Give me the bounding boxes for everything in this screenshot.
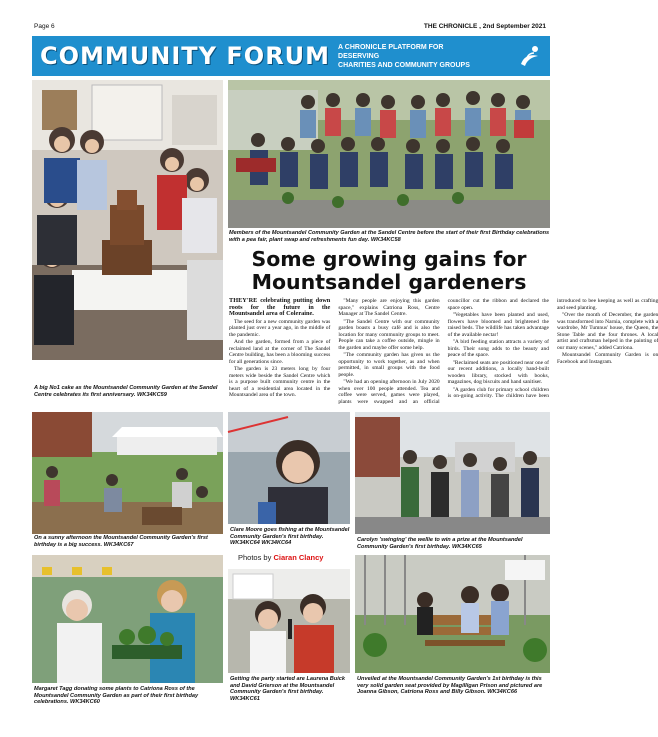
caption-margaret: Margaret Tagg donating some plants to Catriona Ross of the Mountsandel Community Garden as part of their first birthday celebrations. WK34KC60 [34,686,199,706]
article-paragraph: "The community garden has given us the opportunity to work together, as and when permitted, in small groups with the food people. [338,352,440,378]
photo-carolyn [355,412,550,534]
caption-cake: A big No1 cake as the Mountsandel Community Garden at the Sandel Centre celebrates its first anniversary. WK34KC59 [34,385,218,398]
photo-sunny [32,412,223,534]
article-paragraph: "Over the month of December, the garden was transformed into Narnia, complete with a wardrobe, Mr Tumnus' house, the Queen, the Stone Table and the four thrones. A local artist and craftsman helped in the painting of our many scenes," added Catriona. [556,312,658,351]
photo-party [228,569,350,673]
page-header [34,20,546,32]
paper-date: THE CHRONICLE , 2nd September 2021 [423,22,546,30]
caption-clare: Clare Moore goes fishing at the Mountsandel Community Garden's first birthday. WK34KC64 WK34KC64 [230,527,350,547]
article-paragraph: "Vegetables have been planted and used, flowers have bloomed and brightened the raised beds. The wildlife has taken advantage of the available nectar! [447,312,549,338]
section-title: COMMUNITY FORUM [40,42,331,70]
swirl-figure-icon [518,44,542,68]
caption-seat: Unveiled at the Mountsandel Community Garden's 1st birthday is this very solid garden seat provided by Magilligan Prison and pictured are Joanna Gibson, Catriona Ross and Billy Gibson. WK34KC66 [357,676,543,696]
article-paragraph: The seed for a new community garden was planted just over a year ago, in the middle of the pandemic. [229,318,331,338]
photo-cake [32,80,223,360]
photo-members [228,80,550,228]
caption-members: Members of the Mountsandel Community Garden at the Sandel Centre before the start of their first Birthday celebrations with a pea fair, plant swap and refreshments fun day. WK34KC58 [229,230,550,243]
article-paragraph: "A garden club for primary school children is on-going activity. The children have been introduced to bee keeping as well as crafting and seed planting. [447,298,658,399]
caption-carolyn: Carolyn 'swinging' the wellie to win a prize at the Mountsandel Community Garden's first birthday. WK34KC65 [357,537,523,550]
article-paragraph: "We had an opening afternoon in July 2020 when over 100 people attended. Tea and coffee were served, games were played, plants were swapped and an official councillor cut the ribbon and declared the space open. [338,298,549,405]
photo-seat [355,555,550,673]
section-subtitle-line1: A CHRONICLE PLATFORM FOR DESERVING [338,43,444,60]
section-subtitle [338,43,478,70]
page-number: Page 6 [34,22,55,30]
article-paragraph: "Many people are enjoying this garden space," explains Catriona Ross, Centre Manager at The Sandel Centre. [338,298,440,317]
photo-credit-name: Ciaran Clancy [273,553,324,562]
caption-party: Getting the party started are Laurena Buick and David Grierson at the Mountsandel Community Garden's first birthday. WK34KC61 [230,676,346,702]
section-subtitle-line2: CHARITIES AND COMMUNITY GROUPS [338,61,470,69]
photo-credit [238,553,350,565]
article-paragraph: "Reclaimed seats are positioned near one of our recent additions, a locally hand-built wooden library, stocked with books, magazines, dog biscuits and hand sanitiser. [447,359,549,385]
photo-clare [228,412,350,524]
caption-sunny: On a sunny afternoon the Mountsandel Community Garden's first birthday is a big success. WK34KC67 [34,535,208,548]
article-paragraph: The garden is 23 meters long by four meters wide beside the Sandel Centre which is a purpose built community centre in the heart of a residential area located in the Mountsandel area of the town. [229,366,331,398]
article-paragraph: Mountsandel Community Garden is on Facebook and Instagram. [556,352,658,365]
photo-credit-label: Photos by [238,553,272,562]
article-paragraph: "A bird feeding station attracts a variety of birds. Their song adds to the beauty and peace of the space. [447,339,549,358]
article-paragraph: "The Sandel Centre with our community garden boasts a busy café and is also the location for many community groups to meet. People can take a coffee outside, mingle in the garden and maybe offer some help. [338,318,440,351]
section-banner [32,36,550,76]
article-paragraph: THEY'RE celebrating putting down roots for the future in the Mountsandel area of Coleraine. [229,297,331,317]
photo-margaret [32,555,223,683]
article-paragraph: And the garden, formed from a piece of reclaimed land at the corner of The Sandel Centre building, has been a blooming success for all generations since. [229,339,331,365]
article-headline: Some growing gains for Mountsandel gardeners [251,247,527,294]
article-body [229,297,658,410]
